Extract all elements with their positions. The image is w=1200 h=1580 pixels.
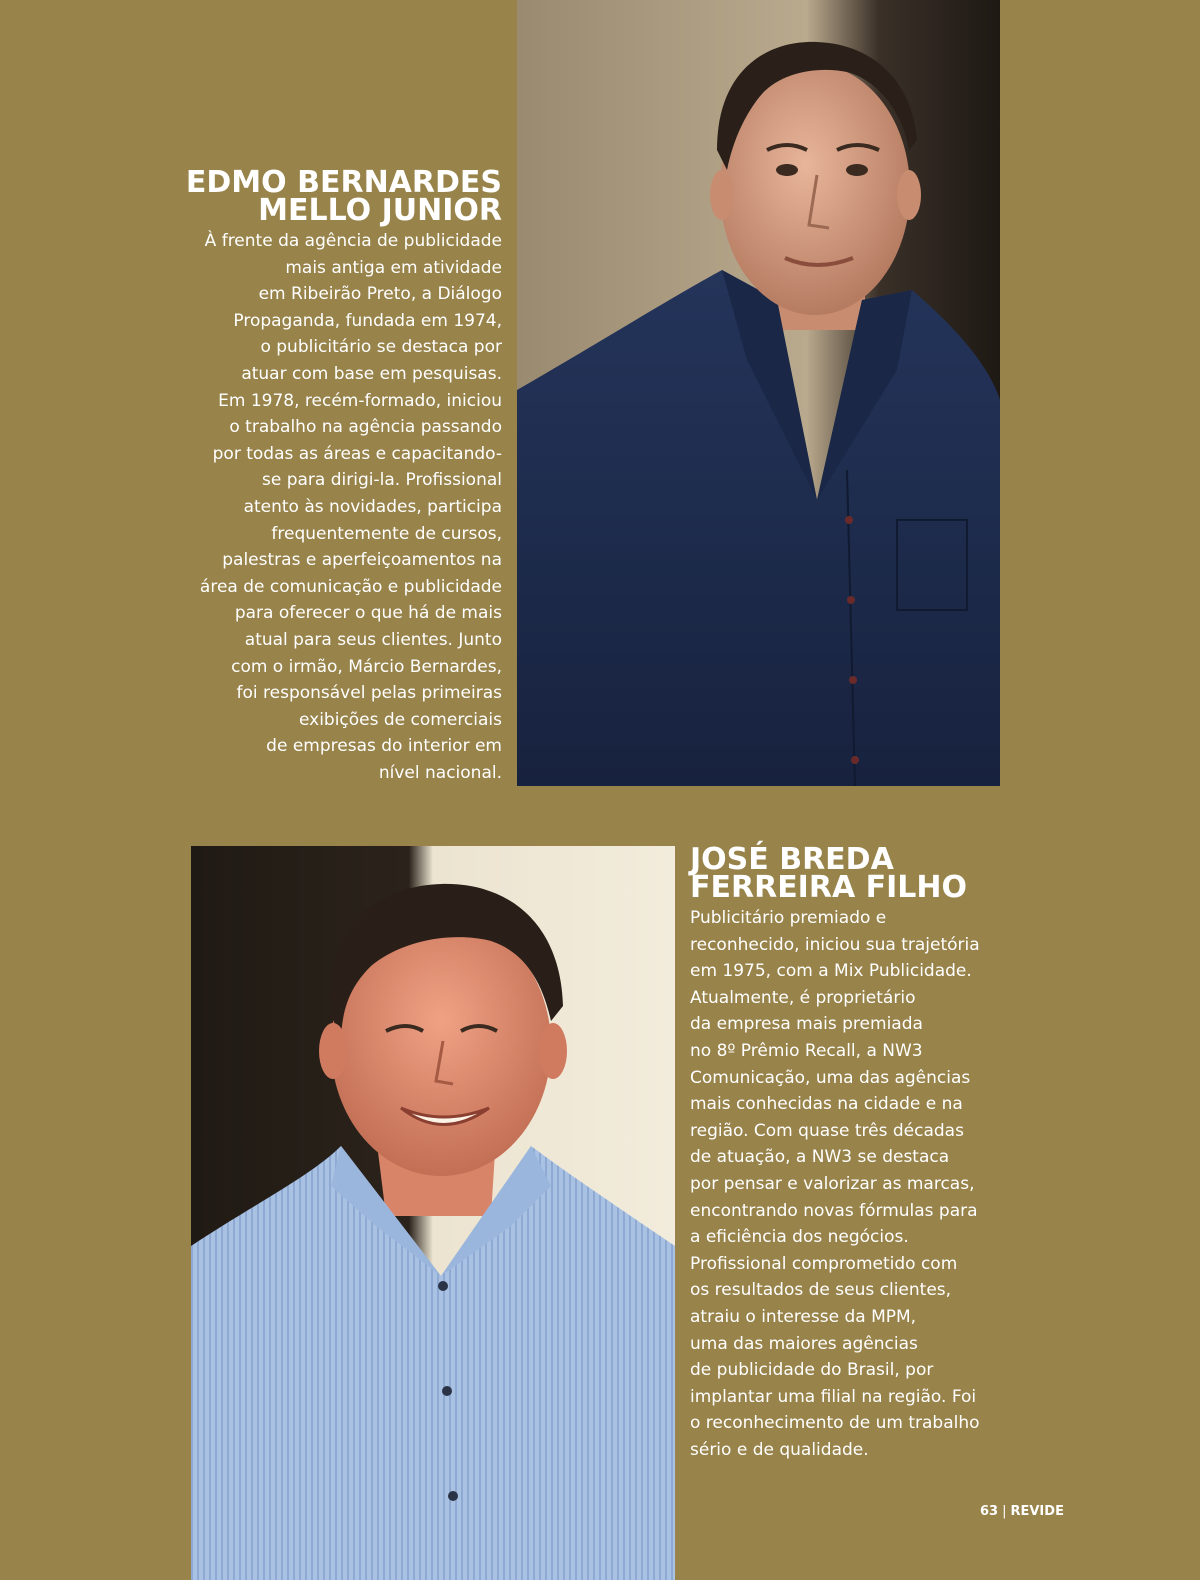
page-number: 63 — [980, 1504, 999, 1519]
profile-1-name-line1: EDMO BERNARDES — [185, 165, 502, 200]
profile-1-photo — [517, 0, 1000, 786]
profile-1-bio: À frente da agência de publicidade mais antiga em atividade em Ribeirão Preto, a Diálogo Propaganda, fundada em 1974, o publicitário se destaca por atuar com base em pesquisas. Em 1978, recém-formado, iniciou o trabalho na agência passando por todas as áreas e capacitando- se para dirigi-la. Profissional atento às novidades, participa frequentemente de cursos, palestras e aperfeiçoamentos na área de comunicação e publicidade para oferecer o que há de mais atual para seus clientes. Junto com o irmão, Márcio Bernardes, foi responsável pelas primeiras exibições de comerciais de empresas do interior em nível nacional. — [199, 231, 502, 783]
profile-1-name-line2: MELLO JUNIOR — [258, 193, 502, 228]
profile-2-photo — [191, 846, 675, 1580]
folio-separator: | — [1002, 1504, 1007, 1519]
page-folio — [980, 1504, 1064, 1519]
magazine-name: REVIDE — [1010, 1504, 1064, 1519]
profile-1-name — [150, 165, 502, 228]
profile-2-name-line2: FERREIRA FILHO — [690, 870, 967, 905]
profile-2-name-line1: JOSÉ BREDA — [690, 842, 894, 877]
profile-2-name — [690, 842, 1050, 905]
profile-2-bio: Publicitário premiado e reconhecido, iniciou sua trajetória em 1975, com a Mix Publicidade. Atualmente, é proprietário da empresa mais premiada no 8º Prêmio Recall, a NW3 Comunicação, uma das agências mais conhecidas na cidade e na região. Com quase três décadas de atuação, a NW3 se destaca por pensar e valorizar as marcas, encontrando novas fórmulas para a eficiência dos negócios. Profissional comprometido com os resultados de seus clientes, atraiu o interesse da MPM, uma das maiores agências de publicidade do Brasil, por implantar uma filial na região. Foi o reconhecimento de um trabalho sério e de qualidade. — [690, 908, 980, 1460]
